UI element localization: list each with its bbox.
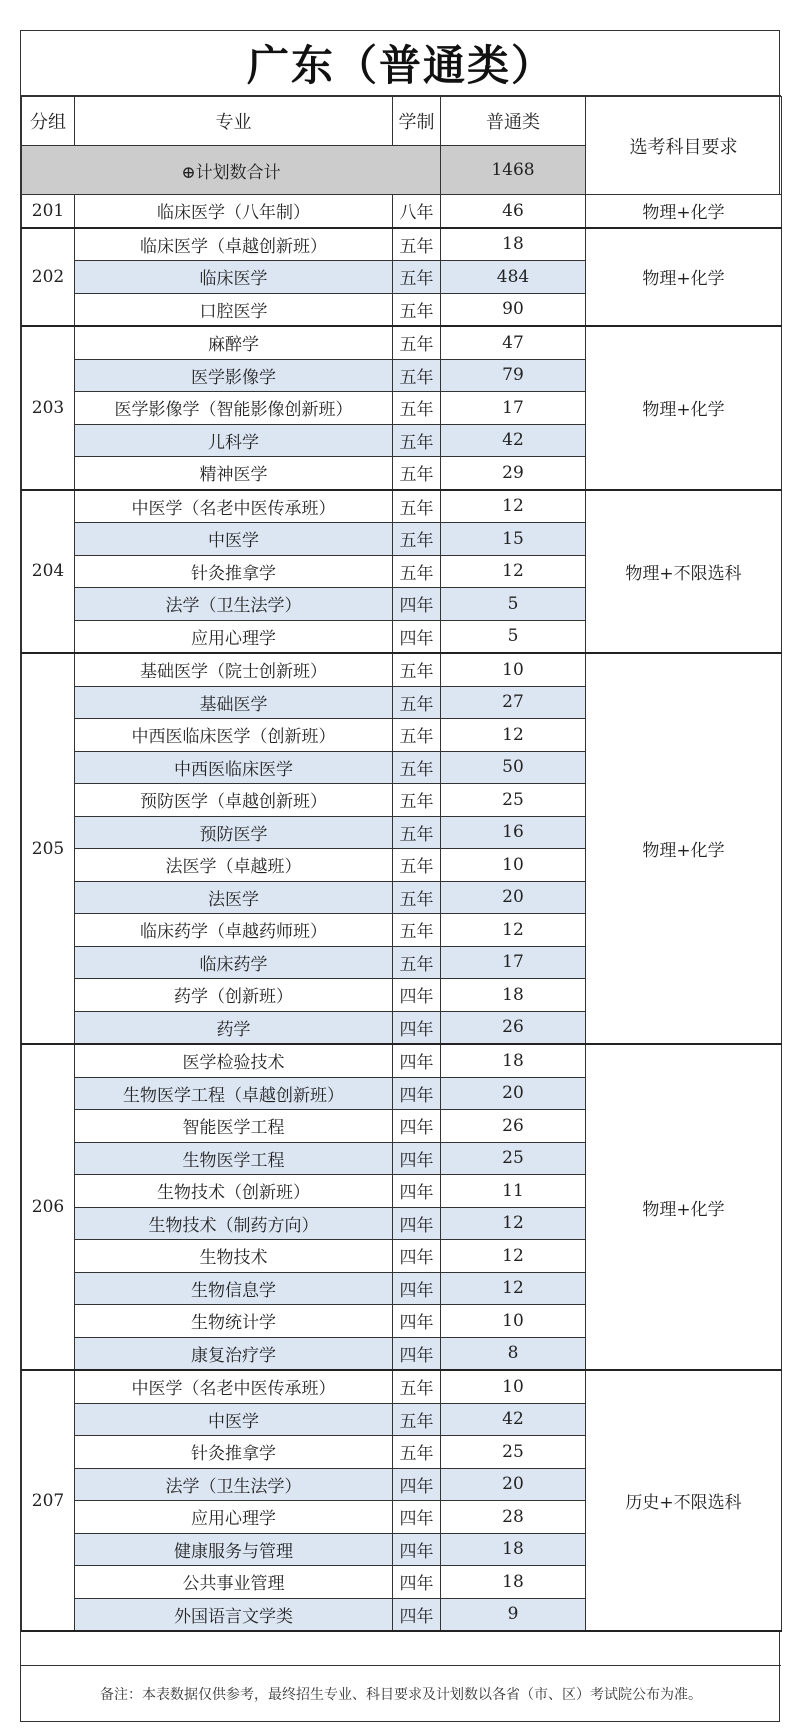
major-name: 医学影像学 [75,359,393,392]
duration: 五年 [393,457,441,490]
duration: 五年 [393,523,441,556]
major-name: 临床医学（八年制） [75,195,393,228]
major-name: 药学 [75,1011,393,1044]
duration: 五年 [393,719,441,752]
major-name: 中西医临床医学 [75,751,393,784]
duration: 四年 [393,1598,441,1631]
plan-count: 50 [441,751,586,784]
major-name: 应用心理学 [75,620,393,653]
duration: 四年 [393,1468,441,1501]
major-name: 智能医学工程 [75,1110,393,1143]
plan-count: 16 [441,816,586,849]
plan-count: 12 [441,555,586,588]
duration: 四年 [393,1110,441,1143]
major-name: 针灸推拿学 [75,1436,393,1469]
duration: 四年 [393,1240,441,1273]
major-name: 预防医学 [75,816,393,849]
table-row [22,195,782,228]
plan-count: 5 [441,620,586,653]
major-name: 中医学 [75,523,393,556]
duration: 五年 [393,881,441,914]
plan-count: 20 [441,881,586,914]
duration: 五年 [393,849,441,882]
group-code: 205 [22,653,75,1044]
major-name: 法医学 [75,881,393,914]
enrollment-sheet [20,30,780,1722]
plan-count: 12 [441,719,586,752]
major-name: 生物统计学 [75,1305,393,1338]
plan-count: 12 [441,1272,586,1305]
group-code: 204 [22,490,75,654]
header-major: 专业 [75,97,393,146]
duration: 五年 [393,751,441,784]
major-name: 儿科学 [75,424,393,457]
major-name: 健康服务与管理 [75,1533,393,1566]
major-name: 临床药学（卓越药师班） [75,914,393,947]
plan-count: 25 [441,1142,586,1175]
subject-requirement: 物理+化学 [586,653,782,1044]
plan-count: 15 [441,523,586,556]
major-name: 临床医学（卓越创新班） [75,228,393,261]
major-name: 生物信息学 [75,1272,393,1305]
plan-count: 26 [441,1011,586,1044]
subject-requirement: 物理+化学 [586,1044,782,1370]
plan-count: 28 [441,1501,586,1534]
plan-count: 29 [441,457,586,490]
plan-count: 12 [441,490,586,523]
group-code: 203 [22,326,75,490]
header-group: 分组 [22,97,75,146]
group-code: 206 [22,1044,75,1370]
major-name: 医学检验技术 [75,1044,393,1077]
duration: 四年 [393,1337,441,1370]
major-name: 临床医学 [75,261,393,294]
duration: 五年 [393,424,441,457]
duration: 五年 [393,914,441,947]
plan-count: 17 [441,392,586,425]
plan-count: 484 [441,261,586,294]
duration: 四年 [393,1077,441,1110]
duration: 五年 [393,1436,441,1469]
major-name: 基础医学（院士创新班） [75,653,393,686]
plan-count: 25 [441,784,586,817]
major-name: 中医学（名老中医传承班） [75,490,393,523]
total-label: ⊕计划数合计 [22,146,441,195]
duration: 五年 [393,946,441,979]
subject-requirement: 物理+化学 [586,195,782,228]
plan-count: 20 [441,1077,586,1110]
duration: 四年 [393,1272,441,1305]
table-row [22,326,782,359]
major-name: 生物技术（制药方向） [75,1207,393,1240]
major-name: 生物医学工程（卓越创新班） [75,1077,393,1110]
header-count: 普通类 [441,97,586,146]
duration: 四年 [393,1142,441,1175]
plan-count: 27 [441,686,586,719]
major-name: 中医学 [75,1403,393,1436]
duration: 四年 [393,979,441,1012]
footnote: 备注：本表数据仅供参考，最终招生专业、科目要求及计划数以各省（市、区）考试院公布为准。 [21,1665,781,1721]
plan-count: 42 [441,1403,586,1436]
plan-count: 26 [441,1110,586,1143]
table-row [22,228,782,261]
plan-count: 79 [441,359,586,392]
major-name: 医学影像学（智能影像创新班） [75,392,393,425]
plan-count: 10 [441,1305,586,1338]
plan-count: 11 [441,1175,586,1208]
major-name: 临床药学 [75,946,393,979]
plan-count: 20 [441,1468,586,1501]
plan-count: 18 [441,979,586,1012]
major-name: 精神医学 [75,457,393,490]
duration: 五年 [393,816,441,849]
plan-count: 17 [441,946,586,979]
duration: 四年 [393,620,441,653]
plan-count: 8 [441,1337,586,1370]
duration: 四年 [393,588,441,621]
plan-count: 10 [441,1370,586,1403]
plan-count: 18 [441,1044,586,1077]
duration: 四年 [393,1566,441,1599]
total-value: 1468 [441,146,586,195]
major-name: 针灸推拿学 [75,555,393,588]
plan-count: 12 [441,1207,586,1240]
header-subject: 选考科目要求 [586,97,782,195]
major-name: 康复治疗学 [75,1337,393,1370]
major-name: 生物技术 [75,1240,393,1273]
major-name: 生物技术（创新班） [75,1175,393,1208]
plan-count: 12 [441,1240,586,1273]
duration: 五年 [393,686,441,719]
plan-count: 90 [441,293,586,326]
major-name: 法学（卫生法学） [75,1468,393,1501]
major-name: 应用心理学 [75,1501,393,1534]
duration: 四年 [393,1533,441,1566]
duration: 五年 [393,359,441,392]
subject-requirement: 物理+化学 [586,326,782,490]
duration: 四年 [393,1207,441,1240]
major-name: 外国语言文学类 [75,1598,393,1631]
duration: 五年 [393,1403,441,1436]
plan-count: 25 [441,1436,586,1469]
duration: 五年 [393,653,441,686]
duration: 五年 [393,784,441,817]
duration: 五年 [393,392,441,425]
table-row [22,653,782,686]
group-code: 207 [22,1370,75,1631]
major-name: 公共事业管理 [75,1566,393,1599]
major-name: 中西医临床医学（创新班） [75,719,393,752]
plan-count: 42 [441,424,586,457]
plan-count: 18 [441,228,586,261]
duration: 五年 [393,228,441,261]
duration: 四年 [393,1011,441,1044]
duration: 四年 [393,1305,441,1338]
major-name: 中医学（名老中医传承班） [75,1370,393,1403]
duration: 五年 [393,261,441,294]
enrollment-table [21,96,782,1632]
duration: 八年 [393,195,441,228]
plan-count: 18 [441,1533,586,1566]
header-duration: 学制 [393,97,441,146]
duration: 五年 [393,326,441,359]
major-name: 口腔医学 [75,293,393,326]
page-title: 广东（普通类） [21,31,781,96]
duration: 五年 [393,1370,441,1403]
table-row [22,1044,782,1077]
header-row [22,97,782,146]
subject-requirement: 物理+化学 [586,228,782,327]
major-name: 基础医学 [75,686,393,719]
table-row [22,490,782,523]
plan-count: 10 [441,653,586,686]
plan-count: 5 [441,588,586,621]
major-name: 药学（创新班） [75,979,393,1012]
subject-requirement: 物理+不限选科 [586,490,782,654]
plan-count: 9 [441,1598,586,1631]
major-name: 生物医学工程 [75,1142,393,1175]
plan-count: 46 [441,195,586,228]
major-name: 法医学（卓越班） [75,849,393,882]
major-name: 预防医学（卓越创新班） [75,784,393,817]
group-code: 201 [22,195,75,228]
table-row [22,1370,782,1403]
duration: 五年 [393,555,441,588]
major-name: 法学（卫生法学） [75,588,393,621]
group-code: 202 [22,228,75,327]
subject-requirement: 历史+不限选科 [586,1370,782,1631]
major-name: 麻醉学 [75,326,393,359]
plan-count: 12 [441,914,586,947]
duration: 四年 [393,1044,441,1077]
duration: 四年 [393,1501,441,1534]
plan-count: 47 [441,326,586,359]
duration: 五年 [393,490,441,523]
duration: 五年 [393,293,441,326]
duration: 四年 [393,1175,441,1208]
plan-count: 18 [441,1566,586,1599]
plan-count: 10 [441,849,586,882]
